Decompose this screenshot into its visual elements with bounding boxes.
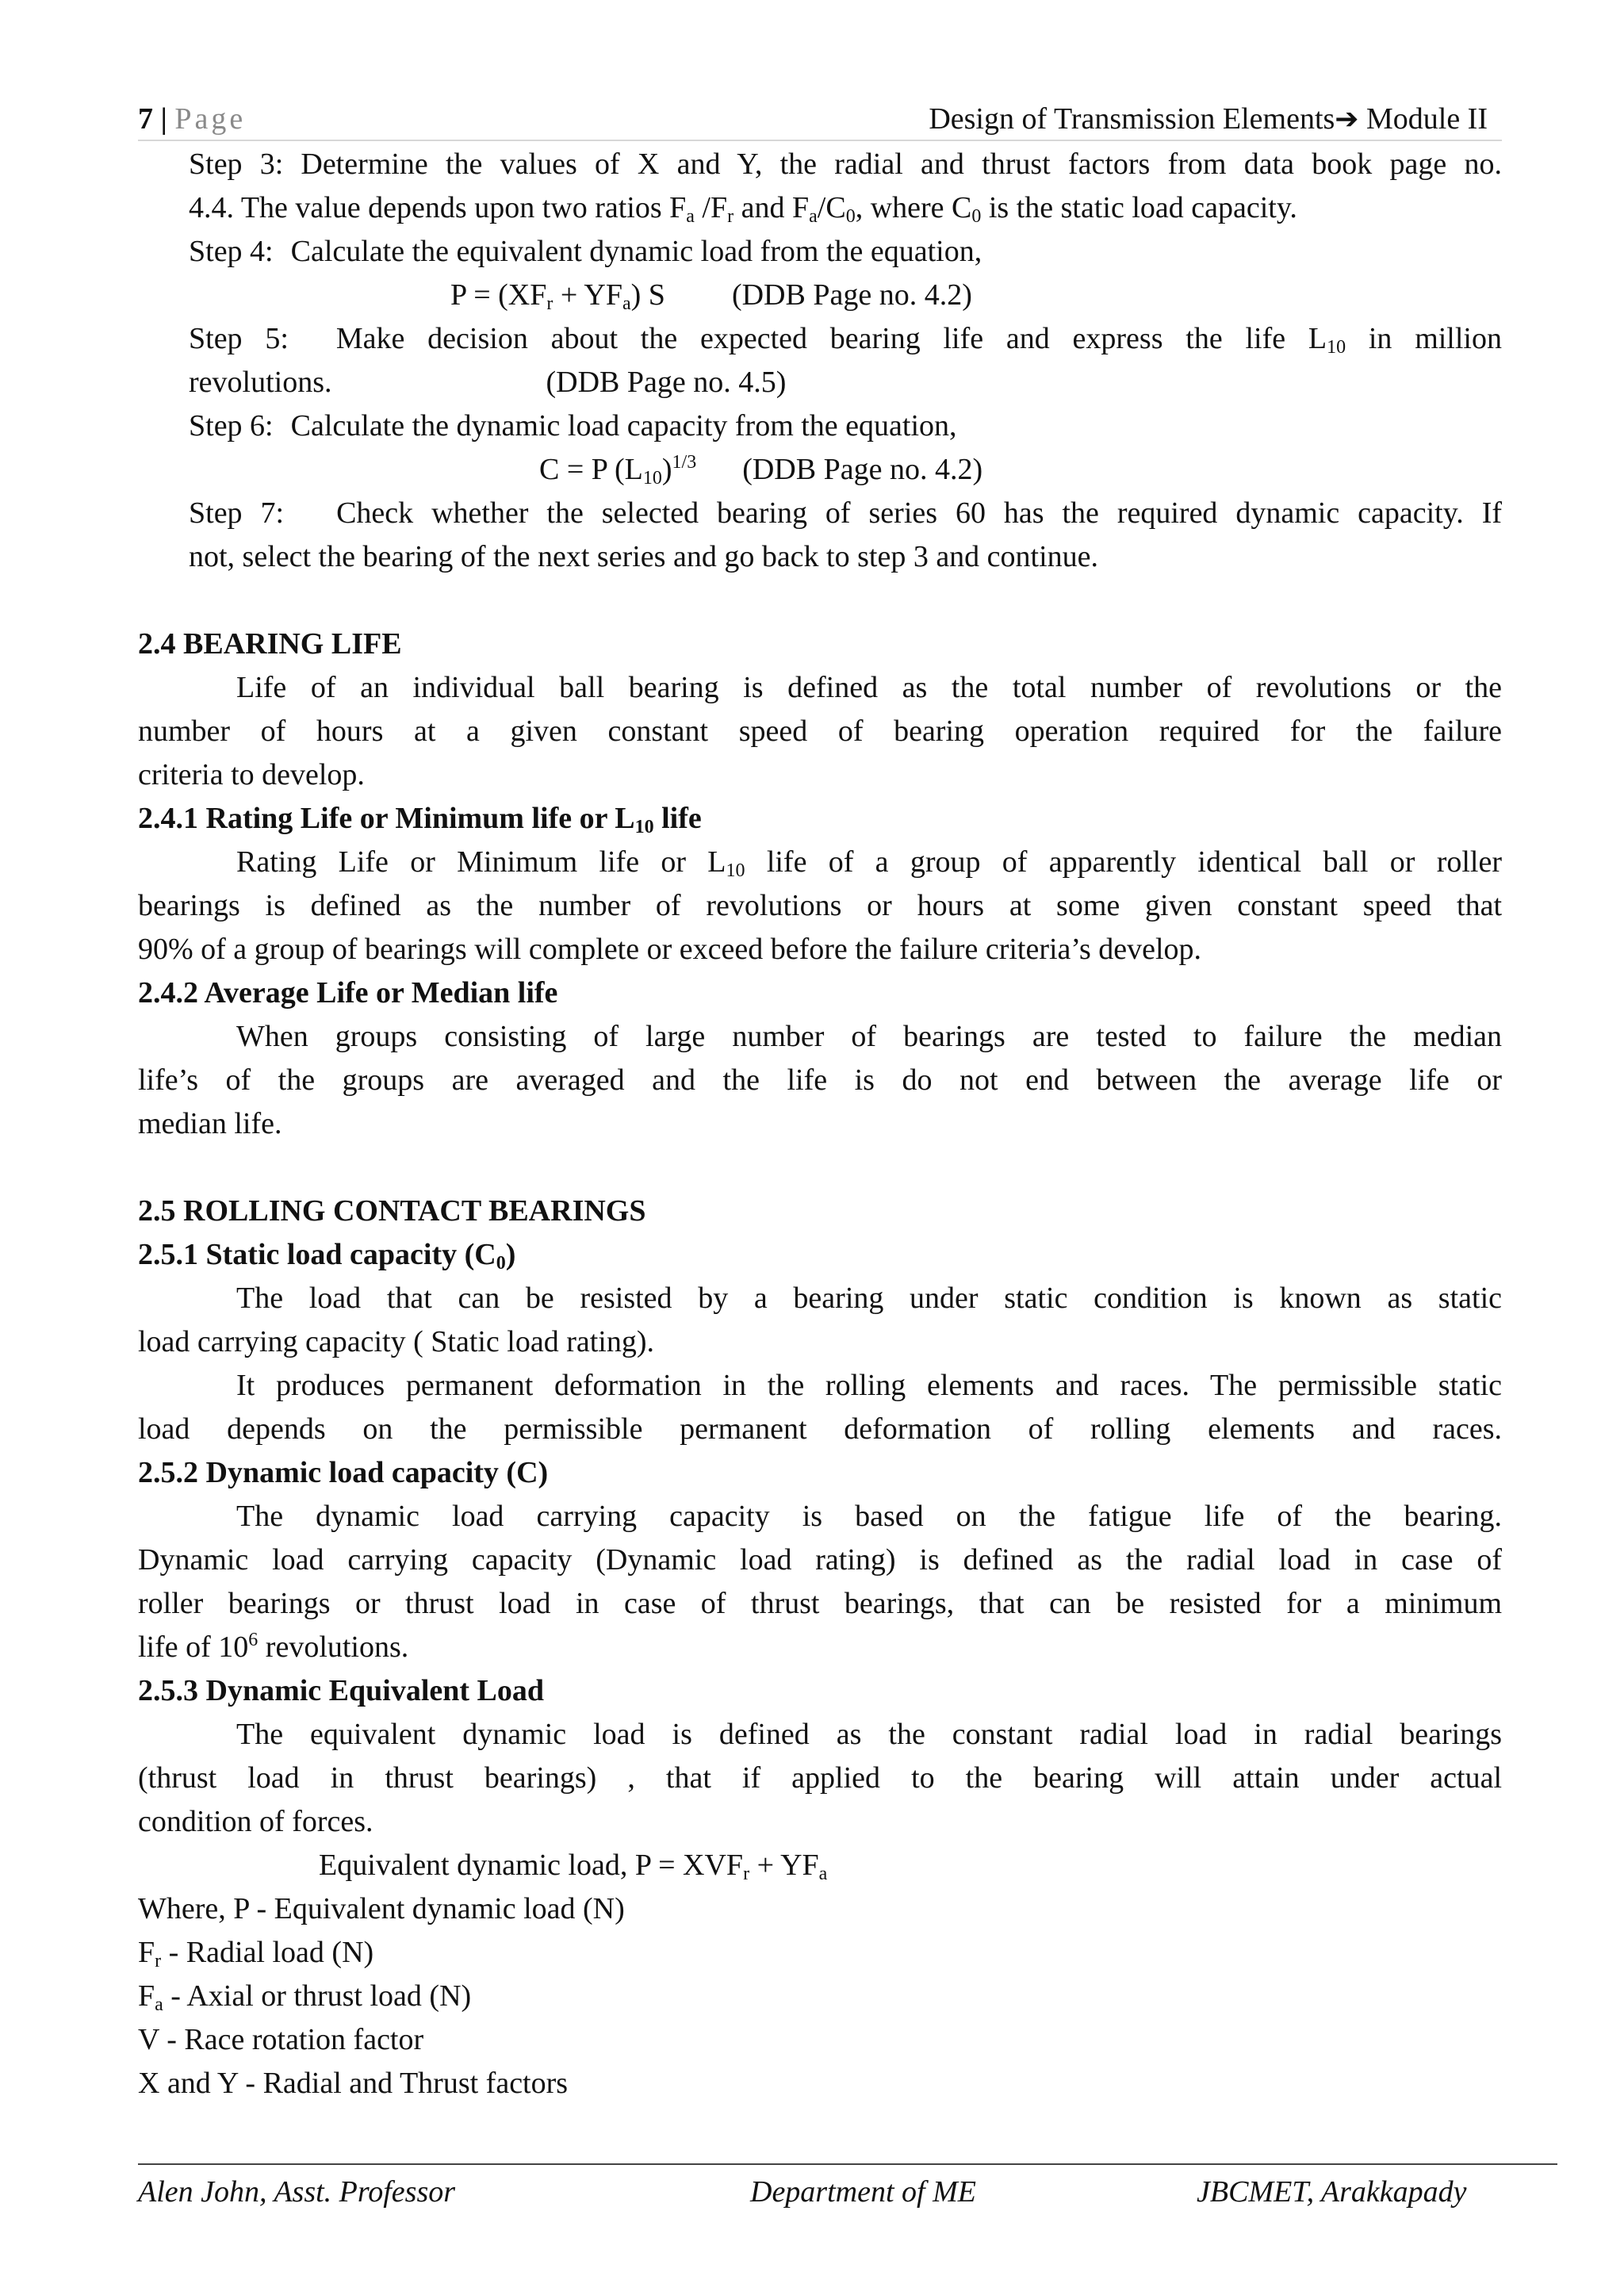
paragraph-line: It produces permanent deformation in the rolling elements and races. The permissible static	[236, 1369, 1502, 1402]
subsection-heading-average-life: 2.4.2 Average Life or Median life	[138, 976, 558, 1010]
step-7-continuation: not, select the bearing of the next series and go back to step 3 and continue.	[189, 540, 1099, 573]
paragraph-line: Life of an individual ball bearing is defined as the total number of revolutions or the	[236, 671, 1502, 704]
paragraph-line: 90% of a group of bearings will complete or exceed before the failure criteria’s develop.	[138, 933, 1202, 966]
paragraph-line: life of $10^6$ revolutions.	[138, 1630, 409, 1664]
step-5-continuation: revolutions. (DDB Page no. 4.5)	[189, 366, 787, 399]
paragraph-line: When groups consisting of large number of bearings are tested to failure the median	[236, 1020, 1502, 1053]
section-heading-rolling-contact: 2.5 ROLLING CONTACT BEARINGS	[138, 1194, 646, 1228]
equation-equivalent-dynamic-load: Equivalent dynamic load, $P = XVF_r + YF_a$	[319, 1849, 828, 1884]
paragraph-line: number of hours at a given constant speed of bearing operation required for the failure	[138, 715, 1502, 748]
paragraph-line: life’s of the groups are averaged and the life is do not end between the average life or	[138, 1063, 1502, 1097]
definition-fa: $F_a$ - Axial or thrust load (N)	[138, 1979, 472, 2015]
footer-department: Department of ME	[750, 2175, 976, 2209]
page-body	[138, 143, 1502, 2105]
arrow-right-icon: ➔	[1335, 103, 1359, 136]
step-6-line: Step 6: Calculate the dynamic load capacity from the equation,	[189, 409, 957, 443]
step-5-line: Step 5: Make decision about the expected bearing life and express the life $L_{10}$ in million	[189, 322, 1502, 358]
paragraph-line: criteria to develop.	[138, 758, 365, 791]
paragraph-line: condition of forces.	[138, 1805, 373, 1838]
page-header	[138, 98, 1502, 141]
paragraph-line: load carrying capacity ( Static load rating).	[138, 1325, 655, 1358]
subsection-heading-equivalent-load: 2.5.3 Dynamic Equivalent Load	[138, 1674, 545, 1707]
subsection-heading-rating-life: 2.4.1 Rating Life or Minimum life or $L_{10}$ life	[138, 802, 702, 837]
step-3-continuation: 4.4. The value depends upon two ratios $F_a$ $/F_r$ and $F_a/C_0$, where $C_0$ is the static load capacity.	[189, 191, 1297, 227]
page-number-label: 7 | Page	[138, 102, 247, 136]
paragraph-line: load depends on the permissible permanent deformation of rolling elements and races.	[138, 1412, 1502, 1446]
paragraph-line: roller bearings or thrust load in case of thrust bearings, that can be resisted for a minimum	[138, 1587, 1502, 1620]
paragraph-line: median life.	[138, 1107, 282, 1140]
paragraph-line: (thrust load in thrust bearings) , that if applied to the bearing will attain under actual	[138, 1761, 1502, 1795]
step-4-line: Step 4: Calculate the equivalent dynamic load from the equation,	[189, 235, 982, 268]
subsection-heading-dynamic-load: 2.5.2 Dynamic load capacity (C)	[138, 1456, 549, 1489]
definition-v: V - Race rotation factor	[138, 2023, 424, 2056]
paragraph-line: Rating Life or Minimum life or $L_{10}$ life of a group of apparently identical ball or roller	[236, 845, 1502, 881]
subsection-heading-static-load: 2.5.1 Static load capacity $(C_0)$	[138, 1238, 516, 1274]
paragraph-line: The equivalent dynamic load is defined as the constant radial load in radial bearings	[236, 1718, 1502, 1751]
definition-fr: $F_r$ - Radial load (N)	[138, 1936, 374, 1971]
paragraph-line: bearings is defined as the number of revolutions or hours at some given constant speed that	[138, 889, 1502, 922]
page-footer	[138, 2163, 1557, 2216]
definition-p: Where, P - Equivalent dynamic load (N)	[138, 1892, 625, 1925]
step-3-line: Step 3: Determine the values of X and Y, the radial and thrust factors from data book page no.	[189, 148, 1502, 181]
paragraph-line: The load that can be resisted by a bearing under static condition is known as static	[236, 1282, 1502, 1315]
equation-dynamic-capacity: C = P $(L_{10})^{1/3}$ (DDB Page no. 4.2)	[539, 452, 983, 489]
equation-equivalent-load: $P = (XF_r + YF_a)$ S (DDB Page no. 4.2)	[450, 278, 972, 314]
definition-xy: X and Y - Radial and Thrust factors	[138, 2067, 569, 2100]
paragraph-line: The dynamic load carrying capacity is based on the fatigue life of the bearing.	[236, 1500, 1502, 1533]
paragraph-line: Dynamic load carrying capacity (Dynamic load rating) is defined as the radial load in case of	[138, 1543, 1502, 1577]
footer-college: JBCMET, Arakkapady	[1197, 2175, 1467, 2209]
footer-author: Alen John, Asst. Professor	[138, 2175, 456, 2209]
header-title: Design of Transmission Elements➔ Module II	[929, 102, 1488, 136]
step-7-line: Step 7: Check whether the selected bearing of series 60 has the required dynamic capacity. If	[189, 496, 1502, 530]
section-heading-bearing-life: 2.4 BEARING LIFE	[138, 627, 402, 661]
